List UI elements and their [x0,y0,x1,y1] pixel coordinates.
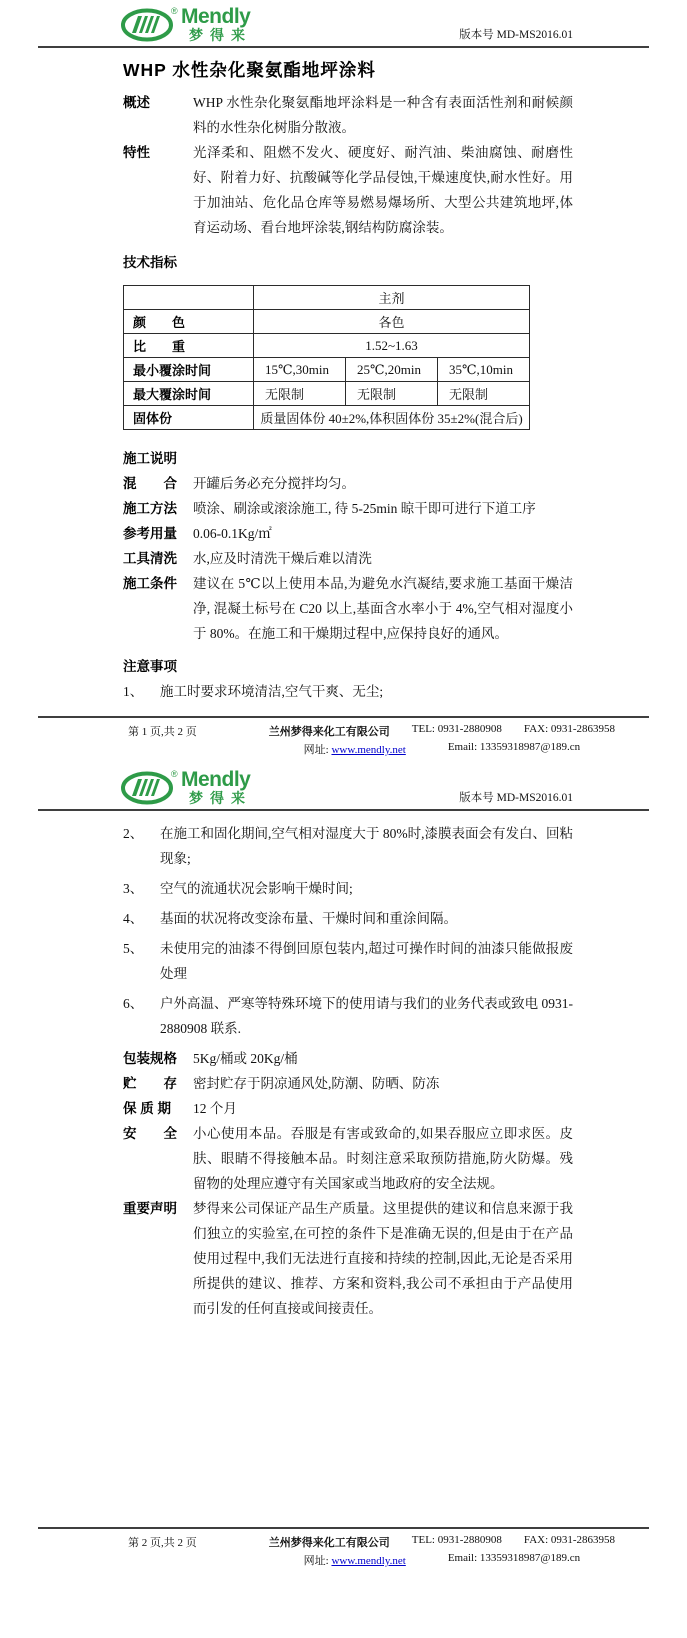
website-link[interactable]: www.mendly.net [331,1555,406,1567]
row-label: 施工条件 [123,576,177,591]
overview-label: 概述 [123,95,150,110]
construction-row [123,471,573,496]
page-number-label: 第 2 页,共 2 页 [128,1537,197,1549]
footer-rule [38,716,649,718]
note-item [123,876,573,901]
construction-row [123,571,573,646]
note-item [123,821,573,871]
row-text: 小心使用本品。吞服是有害或致命的,如果吞服应立即求医。皮肤、眼睛不得接触本品。时刻注意采取预防措施,防火防爆。残留物的处理应遵守有关国家或当地政府的安全法规。 [193,1126,573,1191]
page-2-content [123,821,573,1321]
note-text: 在施工和固化期间,空气相对湿度大于 80%时,漆膜表面会有发白、回粘现象; [160,826,573,866]
row-text: 5Kg/桶或 20Kg/桶 [193,1051,298,1066]
info-row [123,1071,573,1096]
note-item [123,679,573,704]
row-label: 最小覆涂时间 [124,358,254,382]
note-text: 未使用完的油漆不得倒回原包装内,超过可操作时间的油漆只能做报废处理 [160,941,573,981]
row-label: 参考用量 [123,526,177,541]
brand-name-en: Mendly [181,5,251,28]
notes-heading: 注意事项 [123,659,177,674]
company-email: Email: 13359318987@189.cn [447,1552,581,1564]
mendly-logo [121,6,252,44]
note-number: 4、 [123,911,144,926]
note-item [123,991,573,1041]
row-label: 固体份 [124,406,254,430]
page-1 [0,0,687,763]
row-text: 水,应及时清洗干燥后难以清洗 [193,551,372,566]
page-1-footer [38,716,649,757]
website-label: 网址: [303,744,329,756]
overview-row [123,90,573,140]
brand-name-cn: 梦得来 [189,790,252,806]
overview-text: WHP 水性杂化聚氨酯地坪涂料是一种含有表面活性剂和耐候颜料的水性杂化树脂分散液。 [193,95,573,135]
brand-name-en: Mendly [181,768,251,791]
construction-row [123,546,573,571]
table-row [124,310,530,334]
features-text: 光泽柔和、阻燃不发火、硬度好、耐汽油、柴油腐蚀、耐磨性好、附着力好、抗酸碱等化学品侵蚀,干燥速度快,耐水性好。用于加油站、危化品仓库等易燃易爆场所、大型公共建筑地坪,体育运动场、看台地坪涂装,钢结构防腐涂装。 [193,145,573,235]
company-name: 兰州梦得来化工有限公司 [268,1537,390,1549]
company-fax: FAX: 0931-2863958 [523,1534,616,1546]
row-value: 各色 [254,310,530,334]
row-text: 密封贮存于阴凉通风处,防潮、防晒、防冻 [193,1076,440,1091]
table-corner-cell [124,286,254,310]
row-text: 梦得来公司保证产品生产质量。这里提供的建议和信息来源于我们独立的实验室,在可控的条件下是准确无误的,但是由于在产品使用过程中,我们无法进行直接和持续的控制,因此,无论是否采用所提供的建议、推荐、方案和资料,我公司不承担由于产品使用而引发的任何直接或间接责任。 [193,1201,573,1316]
header-rule [38,46,649,48]
table-row [124,334,530,358]
version-label: 版本号 MD-MS2016.01 [459,792,573,804]
row-label: 重要声明 [123,1201,177,1216]
features-row [123,140,573,240]
table-row [124,406,530,430]
row-cell: 无限制 [438,382,530,406]
mendly-logo-icon [121,6,179,44]
document-title: WHP 水性杂化聚氨酯地坪涂料 [123,60,376,80]
row-cell: 无限制 [346,382,438,406]
row-text: 喷涂、刷涂或滚涂施工, 待 5-25min 晾干即可进行下道工序 [193,501,536,516]
company-tel: TEL: 0931-2880908 [411,1534,502,1546]
brand-name-cn: 梦得来 [189,27,252,43]
version-label: 版本号 MD-MS2016.01 [459,29,573,41]
mendly-logo [121,769,252,807]
registered-mark-icon: ® [171,769,178,779]
company-name: 兰州梦得来化工有限公司 [268,726,390,738]
table-row [124,358,530,382]
tech-specs-table [123,285,530,430]
note-number: 2、 [123,826,144,841]
row-label: 安 全 [123,1126,177,1141]
page-1-header [0,0,687,46]
info-row [123,1046,573,1071]
row-cell: 35℃,10min [438,358,530,382]
note-number: 1、 [123,684,144,699]
row-label: 混 合 [123,476,177,491]
row-value: 质量固体份 40±2%,体积固体份 35±2%(混合后) [254,406,530,430]
note-number: 5、 [123,941,144,956]
company-fax: FAX: 0931-2863958 [523,723,616,735]
note-number: 3、 [123,881,144,896]
row-value: 1.52~1.63 [254,334,530,358]
page-2 [0,763,687,1638]
row-text: 0.06-0.1Kg/㎡ [193,526,272,541]
row-label: 包装规格 [123,1051,177,1066]
website-label: 网址: [303,1555,329,1567]
company-tel: TEL: 0931-2880908 [411,723,502,735]
construction-row [123,521,573,546]
note-item [123,936,573,986]
note-text: 户外高温、严寒等特殊环境下的使用请与我们的业务代表或致电 0931-2880908 联系. [160,996,573,1036]
row-label: 颜 色 [124,310,254,334]
page-2-header [0,763,687,809]
tech-specs-heading: 技术指标 [123,255,177,270]
row-label: 贮 存 [123,1076,177,1091]
info-row [123,1096,573,1121]
table-row [124,382,530,406]
row-text: 建议在 5℃以上使用本品,为避免水汽凝结,要求施工基面干燥洁净, 混凝土标号在 C20 以上,基面含水率小于 4%,空气相对湿度小于 80%。在施工和干燥期过程中,应保持良好的通风。 [193,576,573,641]
row-label: 比 重 [124,334,254,358]
mendly-logo-icon [121,769,179,807]
footer-rule [38,1527,649,1529]
table-row [124,286,530,310]
row-cell: 25℃,20min [346,358,438,382]
row-label: 施工方法 [123,501,177,516]
page-number-label: 第 1 页,共 2 页 [128,726,197,738]
table-main-header: 主剂 [254,286,530,310]
row-cell: 无限制 [254,382,346,406]
row-text: 开罐后务必充分搅拌均匀。 [193,476,355,491]
row-label: 保 质 期 [123,1101,172,1116]
construction-heading: 施工说明 [123,451,177,466]
registered-mark-icon: ® [171,6,178,16]
page-2-footer [38,1527,649,1568]
header-rule [38,809,649,811]
row-text: 12 个月 [193,1101,237,1116]
website-link[interactable]: www.mendly.net [331,744,406,756]
note-text: 基面的状况将改变涂布量、干燥时间和重涂间隔。 [160,911,457,926]
row-label: 最大覆涂时间 [124,382,254,406]
row-label: 工具清洗 [123,551,177,566]
note-number: 6、 [123,996,144,1011]
row-cell: 15℃,30min [254,358,346,382]
info-row [123,1196,573,1321]
note-text: 空气的流通状况会影响干燥时间; [160,881,353,896]
note-item [123,906,573,931]
features-label: 特性 [123,145,150,160]
company-email: Email: 13359318987@189.cn [447,741,581,753]
info-row [123,1121,573,1196]
note-text: 施工时要求环境清洁,空气干爽、无尘; [160,684,384,699]
page-1-content [123,58,573,704]
construction-row [123,496,573,521]
